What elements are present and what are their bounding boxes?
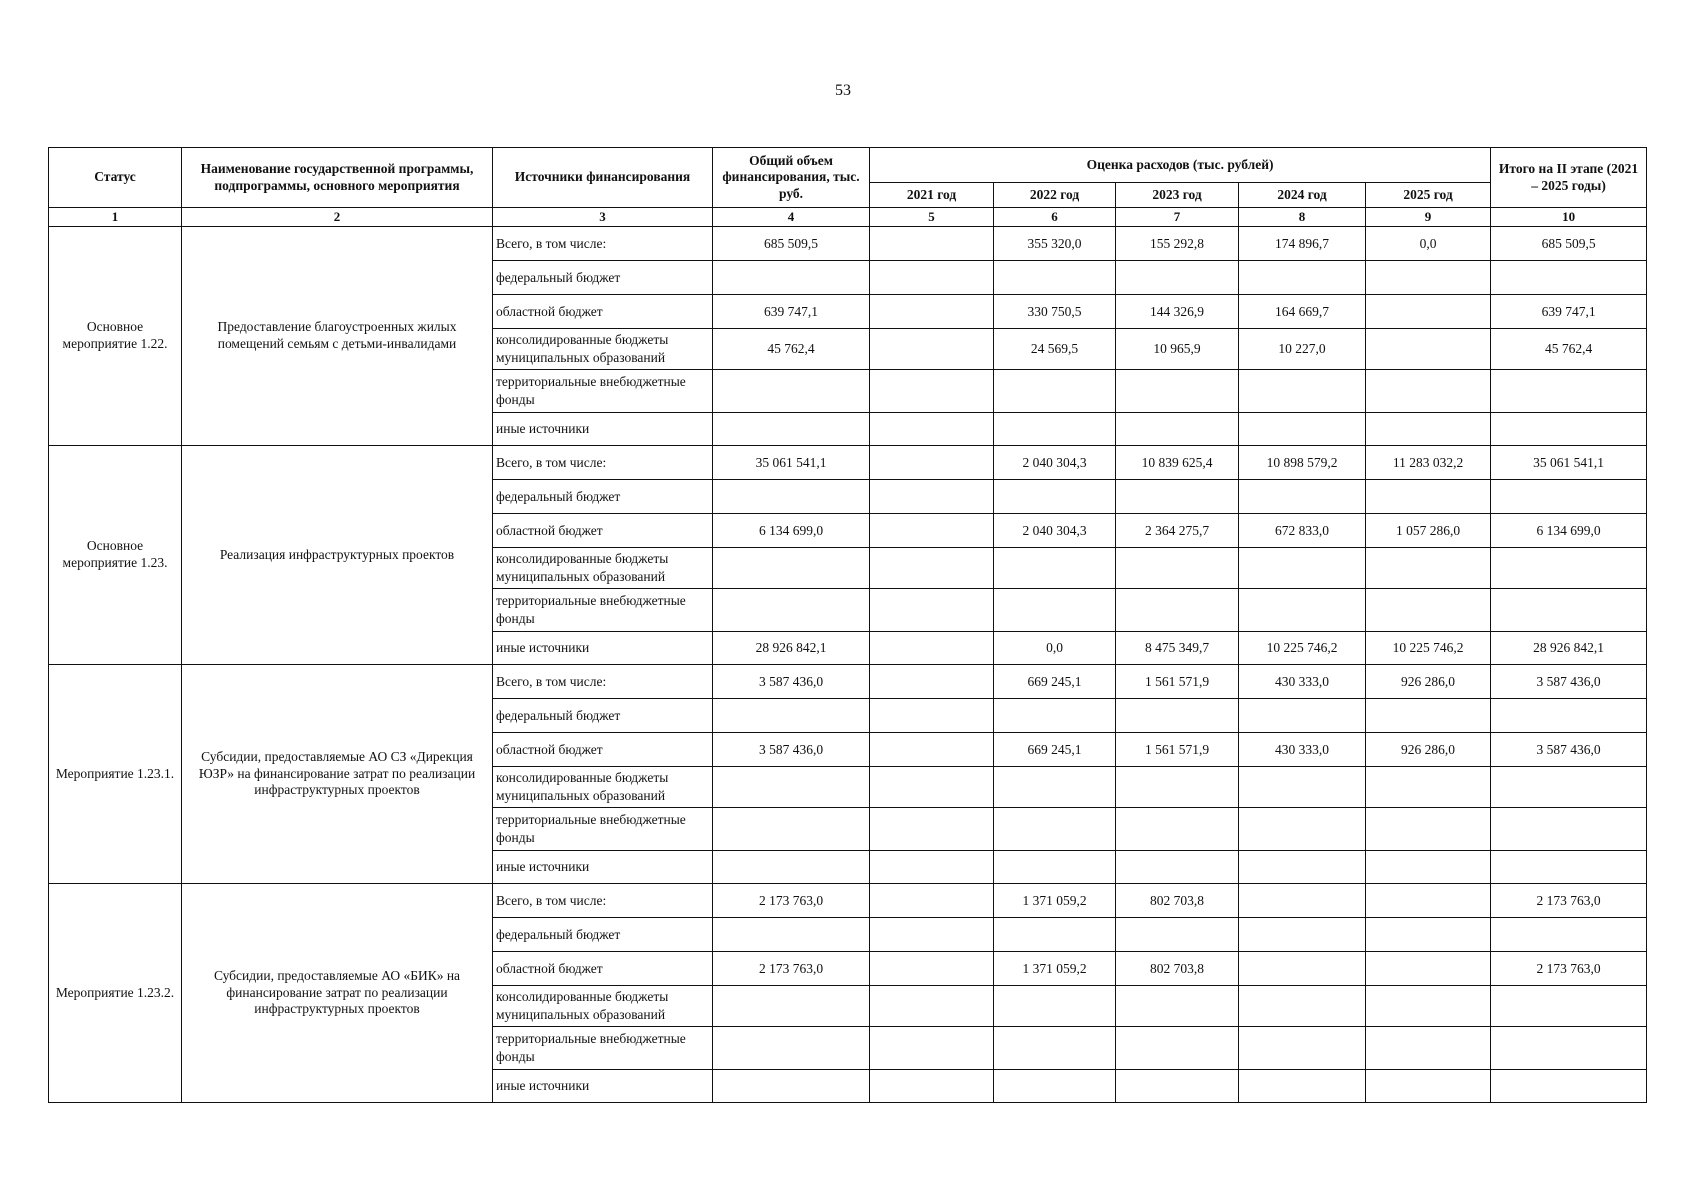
value-cell: 430 333,0 [1239,733,1366,767]
value-cell: 926 286,0 [1366,733,1491,767]
column-number: 10 [1491,208,1647,227]
value-cell [870,808,994,851]
value-cell [870,370,994,413]
header-name: Наименование государственной программы, подпрограммы, основного мероприятия [182,148,493,208]
value-cell: 45 762,4 [1491,329,1647,370]
value-cell [1491,548,1647,589]
value-cell [870,480,994,514]
source-cell: территориальные внебюджетные фонды [493,1027,713,1070]
value-cell [870,514,994,548]
value-cell [1366,329,1491,370]
header-year: 2023 год [1116,183,1239,208]
value-cell: 3 587 436,0 [713,665,870,699]
value-cell [1239,767,1366,808]
value-cell: 24 569,5 [994,329,1116,370]
value-cell [870,227,994,261]
value-cell [1116,851,1239,884]
source-cell: территориальные внебюджетные фонды [493,808,713,851]
value-cell: 1 371 059,2 [994,952,1116,986]
value-cell: 0,0 [994,632,1116,665]
header-row [49,148,1647,183]
value-cell [1239,918,1366,952]
value-cell: 802 703,8 [1116,884,1239,918]
column-number: 8 [1239,208,1366,227]
value-cell: 2 173 763,0 [713,952,870,986]
value-cell: 639 747,1 [1491,295,1647,329]
value-cell [1491,589,1647,632]
value-cell [1239,480,1366,514]
value-cell [1116,918,1239,952]
value-cell: 174 896,7 [1239,227,1366,261]
table-row [49,227,1647,261]
value-cell [994,986,1116,1027]
value-cell: 11 283 032,2 [1366,446,1491,480]
source-cell: консолидированные бюджеты муниципальных образований [493,767,713,808]
value-cell [1491,480,1647,514]
value-cell [870,589,994,632]
value-cell: 10 839 625,4 [1116,446,1239,480]
status-cell: Основное мероприятие 1.23. [49,446,182,665]
value-cell [1366,699,1491,733]
source-cell: Всего, в том числе: [493,665,713,699]
program-name-cell: Субсидии, предоставляемые АО «БИК» на финансирование затрат по реализации инфраструктурных проектов [182,884,493,1103]
value-cell: 3 587 436,0 [713,733,870,767]
source-cell: Всего, в том числе: [493,227,713,261]
source-cell: областной бюджет [493,514,713,548]
value-cell [1239,589,1366,632]
value-cell [870,918,994,952]
status-cell: Основное мероприятие 1.22. [49,227,182,446]
source-cell: консолидированные бюджеты муниципальных образований [493,986,713,1027]
source-cell: Всего, в том числе: [493,446,713,480]
value-cell [1239,1027,1366,1070]
value-cell [1366,261,1491,295]
value-cell [870,1027,994,1070]
value-cell [1491,918,1647,952]
value-cell: 10 225 746,2 [1239,632,1366,665]
value-cell [713,808,870,851]
value-cell: 2 173 763,0 [1491,952,1647,986]
source-cell: федеральный бюджет [493,918,713,952]
value-cell: 669 245,1 [994,733,1116,767]
value-cell [1116,1027,1239,1070]
value-cell [1239,851,1366,884]
source-cell: иные источники [493,851,713,884]
status-cell: Мероприятие 1.23.1. [49,665,182,884]
value-cell [713,589,870,632]
value-cell [1116,589,1239,632]
value-cell: 430 333,0 [1239,665,1366,699]
source-cell: областной бюджет [493,733,713,767]
value-cell [1366,1070,1491,1103]
value-cell [1116,548,1239,589]
source-cell: территориальные внебюджетные фонды [493,589,713,632]
value-cell [994,261,1116,295]
value-cell [994,548,1116,589]
column-number: 9 [1366,208,1491,227]
value-cell [1239,370,1366,413]
value-cell: 10 898 579,2 [1239,446,1366,480]
value-cell [713,413,870,446]
value-cell: 2 364 275,7 [1116,514,1239,548]
value-cell: 155 292,8 [1116,227,1239,261]
value-cell: 10 227,0 [1239,329,1366,370]
value-cell [1366,851,1491,884]
value-cell [713,767,870,808]
table-row [49,446,1647,480]
value-cell: 685 509,5 [1491,227,1647,261]
value-cell: 10 965,9 [1116,329,1239,370]
value-cell: 10 225 746,2 [1366,632,1491,665]
source-cell: иные источники [493,413,713,446]
value-cell [1239,986,1366,1027]
value-cell [1491,413,1647,446]
value-cell [870,952,994,986]
value-cell [1116,413,1239,446]
value-cell: 28 926 842,1 [713,632,870,665]
value-cell [1366,918,1491,952]
value-cell [1491,699,1647,733]
value-cell [1239,699,1366,733]
value-cell [994,808,1116,851]
column-number: 1 [49,208,182,227]
value-cell [1491,370,1647,413]
value-cell [1491,986,1647,1027]
value-cell [1366,767,1491,808]
financing-table [48,147,1647,1103]
value-cell [1366,884,1491,918]
source-cell: федеральный бюджет [493,480,713,514]
value-cell [1366,548,1491,589]
value-cell: 1 057 286,0 [1366,514,1491,548]
value-cell [994,589,1116,632]
value-cell [994,699,1116,733]
value-cell [1239,548,1366,589]
value-cell [994,851,1116,884]
column-numbers-row [49,208,1647,227]
column-number: 5 [870,208,994,227]
source-cell: территориальные внебюджетные фонды [493,370,713,413]
value-cell [994,767,1116,808]
value-cell [870,329,994,370]
value-cell: 926 286,0 [1366,665,1491,699]
value-cell [1366,589,1491,632]
value-cell [713,548,870,589]
value-cell: 669 245,1 [994,665,1116,699]
value-cell [994,370,1116,413]
value-cell [713,480,870,514]
page-number: 53 [835,82,851,99]
program-name-cell: Субсидии, предоставляемые АО СЗ «Дирекция ЮЗР» на финансирование затрат по реализации инфраструктурных проектов [182,665,493,884]
value-cell [1116,767,1239,808]
source-cell: областной бюджет [493,295,713,329]
value-cell [1491,261,1647,295]
source-cell: консолидированные бюджеты муниципальных образований [493,548,713,589]
value-cell [1366,952,1491,986]
column-number: 4 [713,208,870,227]
value-cell [1491,1027,1647,1070]
header-status: Статус [49,148,182,208]
value-cell [994,1027,1116,1070]
value-cell [1366,1027,1491,1070]
column-number: 7 [1116,208,1239,227]
value-cell: 35 061 541,1 [1491,446,1647,480]
value-cell [1491,767,1647,808]
value-cell: 355 320,0 [994,227,1116,261]
value-cell: 0,0 [1366,227,1491,261]
source-cell: областной бюджет [493,952,713,986]
value-cell [1116,261,1239,295]
value-cell [1366,413,1491,446]
value-cell: 2 173 763,0 [713,884,870,918]
value-cell [870,986,994,1027]
source-cell: иные источники [493,632,713,665]
value-cell: 639 747,1 [713,295,870,329]
table-row [49,665,1647,699]
value-cell [713,1027,870,1070]
value-cell [994,413,1116,446]
value-cell [994,1070,1116,1103]
value-cell: 2 173 763,0 [1491,884,1647,918]
value-cell [1116,370,1239,413]
value-cell [870,261,994,295]
value-cell [1366,295,1491,329]
value-cell [1116,1070,1239,1103]
column-number: 6 [994,208,1116,227]
value-cell [1116,480,1239,514]
value-cell [1239,808,1366,851]
value-cell [1491,851,1647,884]
value-cell: 3 587 436,0 [1491,733,1647,767]
value-cell: 144 326,9 [1116,295,1239,329]
value-cell [870,733,994,767]
header-year: 2024 год [1239,183,1366,208]
value-cell [713,261,870,295]
value-cell: 2 040 304,3 [994,446,1116,480]
value-cell [870,632,994,665]
value-cell: 802 703,8 [1116,952,1239,986]
column-number: 3 [493,208,713,227]
program-name-cell: Реализация инфраструктурных проектов [182,446,493,665]
value-cell [870,851,994,884]
value-cell: 672 833,0 [1239,514,1366,548]
value-cell: 28 926 842,1 [1491,632,1647,665]
value-cell [870,1070,994,1103]
source-cell: иные источники [493,1070,713,1103]
value-cell [870,665,994,699]
value-cell: 1 561 571,9 [1116,733,1239,767]
header-year: 2025 год [1366,183,1491,208]
value-cell [1116,808,1239,851]
value-cell [870,548,994,589]
program-name-cell: Предоставление благоустроенных жилых помещений семьям с детьми-инвалидами [182,227,493,446]
value-cell: 330 750,5 [994,295,1116,329]
header-year: 2021 год [870,183,994,208]
value-cell: 8 475 349,7 [1116,632,1239,665]
value-cell: 45 762,4 [713,329,870,370]
value-cell: 3 587 436,0 [1491,665,1647,699]
source-cell: консолидированные бюджеты муниципальных образований [493,329,713,370]
value-cell [1239,413,1366,446]
header-total: Общий объем финансирования, тыс. руб. [713,148,870,208]
header-sources: Источники финансирования [493,148,713,208]
value-cell [1116,986,1239,1027]
table-body [49,227,1647,1103]
value-cell [1239,952,1366,986]
table-row [49,884,1647,918]
value-cell: 685 509,5 [713,227,870,261]
value-cell: 1 561 571,9 [1116,665,1239,699]
value-cell [713,699,870,733]
value-cell [1239,1070,1366,1103]
value-cell [994,918,1116,952]
value-cell: 6 134 699,0 [1491,514,1647,548]
value-cell [1239,884,1366,918]
value-cell [1366,986,1491,1027]
header-estimate: Оценка расходов (тыс. рублей) [870,148,1491,183]
value-cell: 1 371 059,2 [994,884,1116,918]
value-cell [1491,808,1647,851]
column-number: 2 [182,208,493,227]
source-cell: федеральный бюджет [493,261,713,295]
value-cell [713,1070,870,1103]
header-year: 2022 год [994,183,1116,208]
value-cell: 6 134 699,0 [713,514,870,548]
value-cell [713,986,870,1027]
value-cell [713,851,870,884]
value-cell [870,699,994,733]
value-cell [1491,1070,1647,1103]
header-stage-total: Итого на II этапе (2021 – 2025 годы) [1491,148,1647,208]
source-cell: федеральный бюджет [493,699,713,733]
value-cell [870,884,994,918]
value-cell [870,446,994,480]
value-cell [870,767,994,808]
value-cell [1239,261,1366,295]
value-cell [1366,808,1491,851]
value-cell [1366,370,1491,413]
value-cell [870,413,994,446]
value-cell [713,918,870,952]
value-cell [1116,699,1239,733]
status-cell: Мероприятие 1.23.2. [49,884,182,1103]
source-cell: Всего, в том числе: [493,884,713,918]
value-cell [713,370,870,413]
value-cell: 35 061 541,1 [713,446,870,480]
value-cell [870,295,994,329]
value-cell [994,480,1116,514]
value-cell: 2 040 304,3 [994,514,1116,548]
value-cell [1366,480,1491,514]
value-cell: 164 669,7 [1239,295,1366,329]
